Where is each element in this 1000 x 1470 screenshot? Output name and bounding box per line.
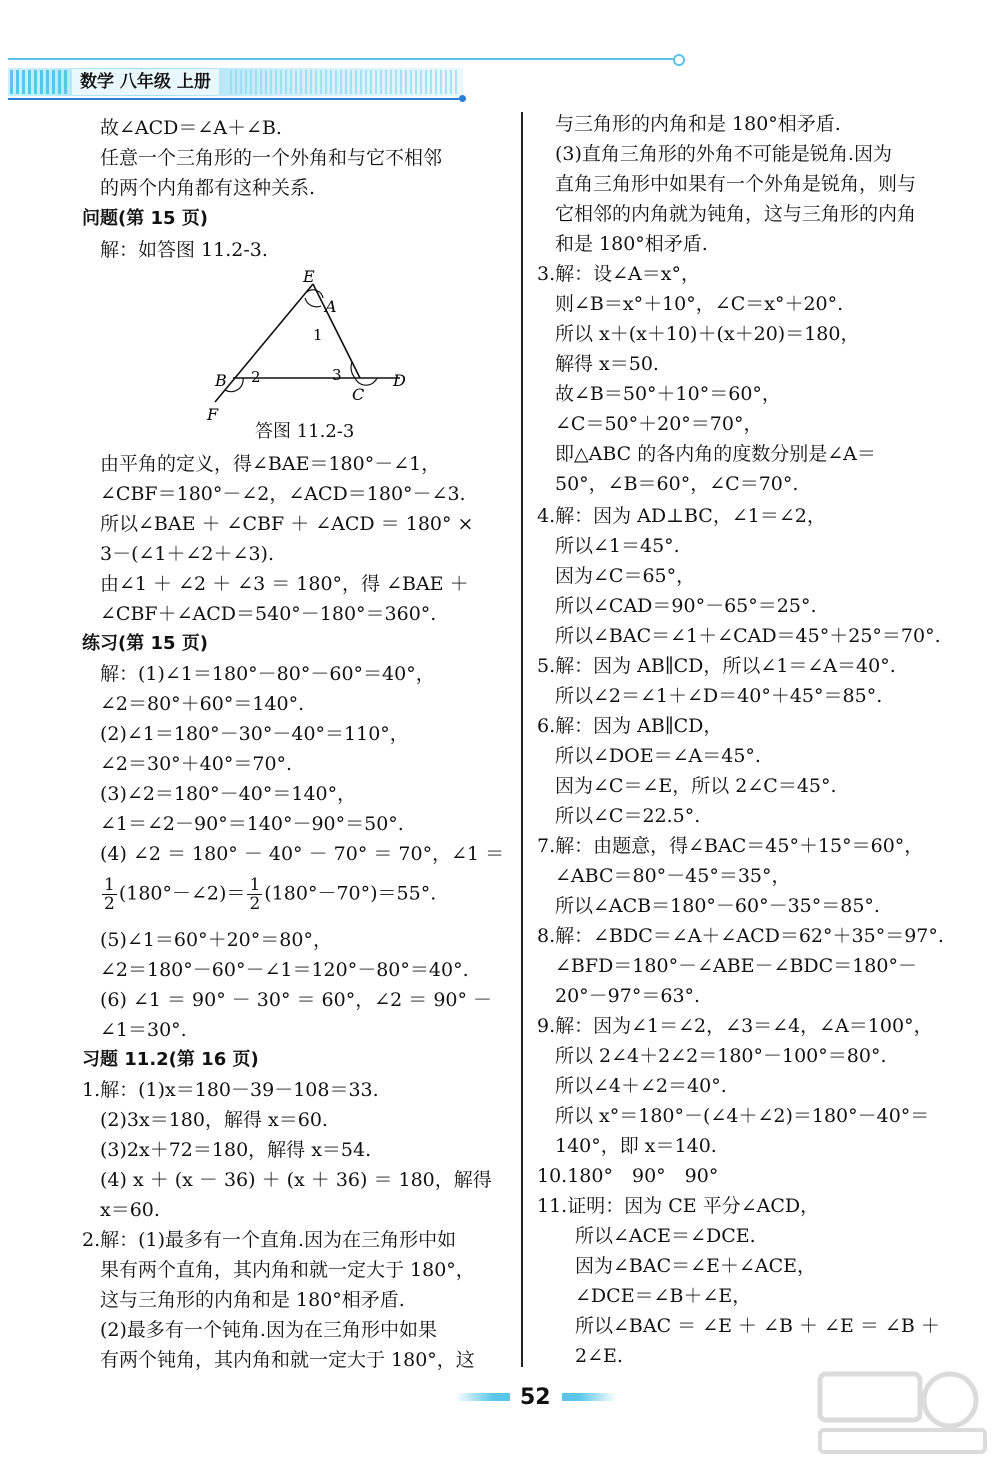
text-line: 和是 180°相矛盾. [555,233,708,255]
label-F: F [207,405,219,424]
text-line: 10.180° 90° 90° [537,1165,719,1187]
text-line: 这与三角形的内角和是 180°相矛盾. [100,1289,405,1311]
label-B: B [215,371,227,390]
text-line: 所以∠ACE＝∠DCE. [575,1225,756,1247]
text-line: 故∠B＝50°＋10°＝60°， [555,383,781,405]
text-line: 2.解：(1)最多有一个直角.因为在三角形中如 [82,1229,457,1251]
header-rule-end-icon [673,54,685,66]
text-line: (3)直角三角形的外角不可能是锐角.因为 [555,143,892,165]
text-line: 6.解：因为 AB∥CD， [537,715,723,737]
text-line: ∠2＝180°－60°－∠1＝120°－80°＝40°. [100,959,469,981]
text-line: ∠1＝∠2－90°＝140°－90°＝50°. [100,813,404,835]
text-line: (2)3x＝180，解得 x＝60. [100,1109,328,1131]
text-line: ∠2＝30°＋40°＝70°. [100,753,293,775]
text-line: (5)∠1＝60°＋20°＝80°， [100,929,332,951]
text-line: 解：(1)∠1＝180°－80°－60°＝40°， [100,663,435,685]
header-stripes-right [230,70,460,94]
label-D: D [393,371,406,390]
text-line: 所以∠C＝22.5°. [555,805,701,827]
text-line: 20°－97°＝63°. [555,985,701,1007]
label-E: E [303,267,315,286]
text-line: (2)最多有一个钝角.因为在三角形中如果 [100,1319,437,1341]
label-2: 2 [251,368,261,386]
text-line: x＝60. [100,1199,160,1221]
fraction: $\frac{1}{2}$ [104,875,115,914]
watermark-logo-icon [810,1360,990,1460]
text-line: 所以∠ACB＝180°－60°－35°＝85°. [555,895,880,917]
header-dot-icon [459,95,466,102]
text-line: (6) ∠1 ＝ 90° － 30° ＝ 60°，∠2 ＝ 90° － [100,989,493,1011]
text-line: 即△ABC 的各内角的度数分别是∠A＝ [555,443,876,465]
text-line: 4.解：因为 AD⊥BC，∠1＝∠2， [537,505,826,527]
section-heading: 问题(第 15 页) [82,208,209,229]
text-line: ∠CBF＝180°－∠2，∠ACD＝180°－∠3. [100,483,466,505]
header-underline [8,98,463,100]
section-heading: 练习(第 15 页) [82,633,209,654]
text-line: 解：如答图 11.2-3. [100,239,268,261]
text-line: 所以∠BAC ＝ ∠E ＋ ∠B ＋ ∠E ＝ ∠B ＋ [575,1315,940,1337]
text-line: 所以∠1＝45°. [555,535,680,557]
header-title: 数学 八年级 上册 [72,69,219,95]
text-line: 11.证明：因为 CE 平分∠ACD， [537,1195,820,1217]
label-C: C [352,385,365,404]
text-line: ∠DCE＝∠B＋∠E， [575,1285,752,1307]
label-A: A [325,297,337,316]
text-line: 由∠1 ＋ ∠2 ＋ ∠3 ＝ 180°，得 ∠BAE ＋ [100,573,469,595]
text-line: 所以 x°＝180°－(∠4＋∠2)＝180°－40°＝ [555,1105,930,1127]
text-line: ∠2＝80°＋60°＝140°. [100,693,305,715]
text-line: 所以∠2＝∠1＋∠D＝40°＋45°＝85°. [555,685,883,707]
text-line: 因为∠BAC＝∠E＋∠ACE， [575,1255,816,1277]
label-3: 3 [332,366,342,384]
page-header [0,50,1000,100]
text-line: 因为∠C＝∠E，所以 2∠C＝45°. [555,775,837,797]
text-line: (2)∠1＝180°－30°－40°＝110°， [100,723,409,745]
text-line: 所以∠BAE ＋ ∠CBF ＋ ∠ACD ＝ 180° × [100,513,474,535]
text-line: 所以∠CAD＝90°－65°＝25°. [555,595,817,617]
text-line: ∠BFD＝180°－∠ABE－∠BDC＝180°－ [555,955,917,977]
text-line: (4) ∠2 ＝ 180° － 40° － 70° ＝ 70°，∠1 ＝ [100,843,505,865]
text-line: ∠ABC＝80°－45°＝35°， [555,865,791,887]
text-line: 9.解：因为∠1＝∠2，∠3＝∠4，∠A＝100°， [537,1015,933,1037]
text-line: 所以∠4＋∠2＝40°. [555,1075,727,1097]
figure-caption: 答图 11.2-3 [255,421,355,442]
header-top-rule [8,58,678,60]
text-line: 则∠B＝x°＋10°，∠C＝x°＋20°. [555,293,844,315]
text-line: 7.解：由题意，得∠BAC＝45°＋15°＝60°， [537,835,924,857]
text-line: 因为∠C＝65°， [555,565,696,587]
label-1: 1 [313,326,323,344]
page-number-deco-left [455,1393,510,1401]
text-line: ∠C＝50°＋20°＝70°， [555,413,763,435]
text-line: 8.解：∠BDC＝∠A＋∠ACD＝62°＋35°＝97°. [537,925,944,947]
header-stripes-left [10,70,68,94]
text-line: 它相邻的内角就为钝角，这与三角形的内角 [555,203,917,225]
text-line: 2∠E. [575,1345,623,1367]
text-line: ∠CBF＋∠ACD＝540°－180°＝360°. [100,603,437,625]
page-number: 52 [520,1385,551,1410]
text-line: 5.解：因为 AB∥CD，所以∠1＝∠A＝40°. [537,655,896,677]
text-line: 所以∠BAC＝∠1＋∠CAD＝45°＋25°＝70°. [555,625,941,647]
text-line: (3)2x＋72＝180，解得 x＝54. [100,1139,372,1161]
fraction: $\frac{1}{2}$ [249,875,261,914]
text-line: 所以∠DOE＝∠A＝45°. [555,745,761,767]
text-line: (3)∠2＝180°－40°＝140°， [100,783,357,805]
text-line: 的两个内角都有这种关系. [100,177,316,199]
text-line: 与三角形的内角和是 180°相矛盾. [555,113,841,135]
text-line: 直角三角形中如果有一个外角是锐角，则与 [555,173,917,195]
column-divider [521,112,523,1367]
text-line: 故∠ACD＝∠A＋∠B. [100,117,282,139]
text-line: 任意一个三角形的一个外角和与它不相邻 [100,147,443,169]
section-heading: 习题 11.2(第 16 页) [82,1049,259,1070]
text-line: ∠1＝30°. [100,1019,187,1041]
text-line: 所以 x＋(x＋10)＋(x＋20)＝180， [555,323,860,345]
text-line: 3.解：设∠A＝x°， [537,263,700,285]
text-line: 140°，即 x＝140. [555,1135,717,1157]
page-number-deco-right [562,1393,617,1401]
text-line: 50°，∠B＝60°，∠C＝70°. [555,473,799,495]
text-line: (4) x ＋ (x － 36) ＋ (x ＋ 36) ＝ 180，解得 [100,1169,492,1191]
text-line: 3－(∠1＋∠2＋∠3). [100,543,274,565]
fraction-line: $\frac{1}{2}$ (180°－∠2)＝ $\frac{1}{2}$ (180°－70°)＝55°. [104,875,437,914]
text-line: 所以 2∠4＋2∠2＝180°－100°＝80°. [555,1045,887,1067]
text-line: 由平角的定义，得∠BAE＝180°－∠1， [100,453,441,475]
text-line: 解得 x＝50. [555,353,659,375]
text-line: 1.解：(1)x＝180－39－108＝33. [82,1079,379,1101]
text-line: 果有两个直角，其内角和就一定大于 180°， [100,1259,475,1281]
text-line: 有两个钝角，其内角和就一定大于 180°，这 [100,1349,475,1371]
